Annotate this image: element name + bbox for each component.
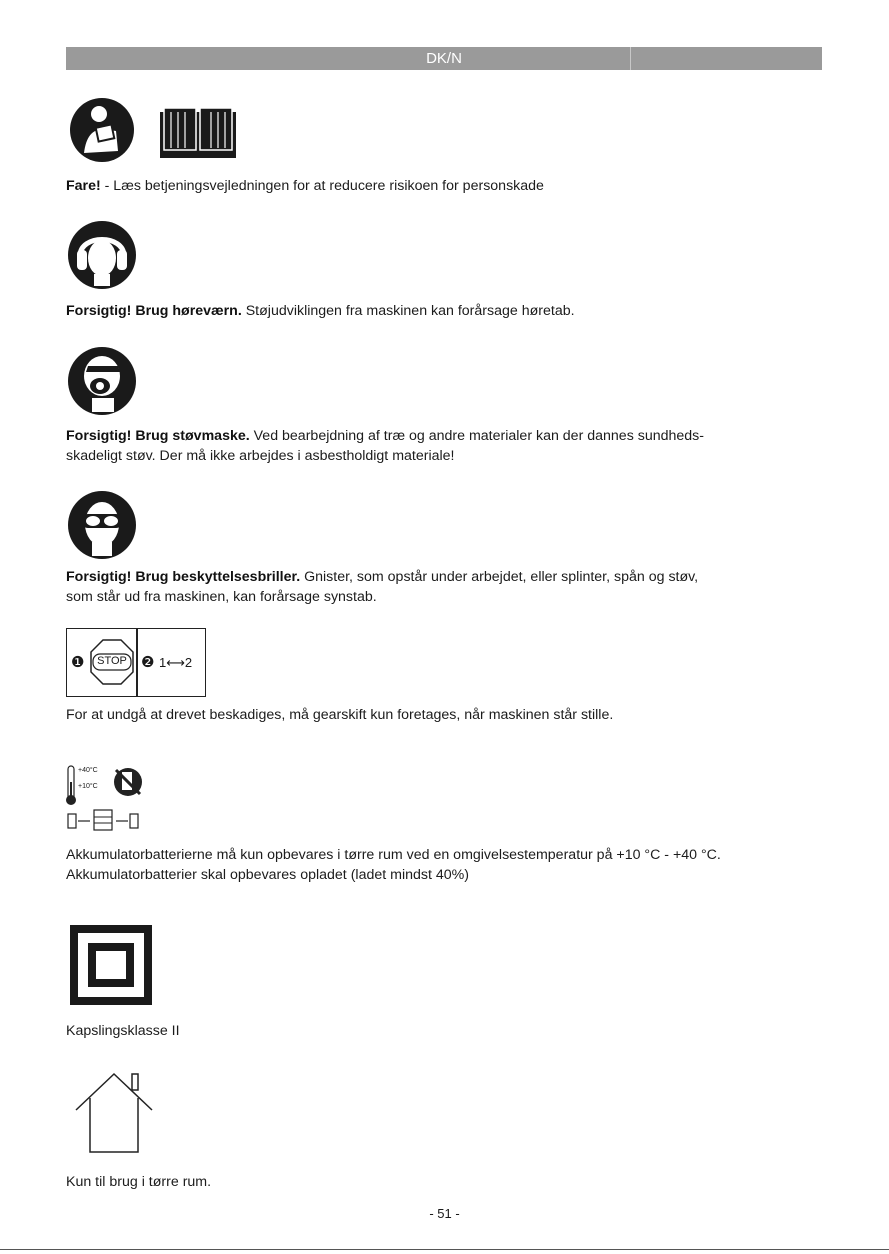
- warning-text: - Læs betjeningsvejledningen for at reducere risikoen for personskade: [100, 178, 544, 194]
- protection-class-note: Kapslingsklasse II: [66, 1023, 180, 1039]
- battery-note-line1: Akkumulatorbatterierne må kun opbevares i tørre rum ved en omgivelsestemperatur på +10 °C - +40 °C.: [66, 847, 721, 863]
- warning-text-line2: skadeligt støv. Der må ikke arbejdes i asbestholdigt materiale!: [66, 448, 455, 464]
- stop-label: STOP: [97, 655, 127, 667]
- hearing-warning: [66, 301, 826, 321]
- indoor-use-note: Kun til brug i tørre rum.: [66, 1174, 212, 1190]
- page-number: - 51 -: [429, 1206, 460, 1221]
- warning-lead: Forsigtig! Brug støvmaske.: [66, 428, 250, 444]
- indoor-house-icon: [74, 1072, 154, 1154]
- dust-mask-warning: [66, 426, 826, 466]
- temp-low-label: +10°C: [78, 783, 98, 790]
- battery-storage-icon: [66, 764, 156, 832]
- warning-text: Støjudviklingen fra maskinen kan forårsage høretab.: [241, 303, 575, 319]
- gear-shift-note: For at undgå at drevet beskadiges, må gearskift kun foretages, når maskinen står stille.: [66, 707, 614, 723]
- read-manual-warning: [66, 176, 826, 196]
- gear-shift-stop-icon: [66, 628, 206, 697]
- page-header-bar: [66, 47, 822, 70]
- step-one-marker: ❶: [71, 654, 85, 671]
- warning-lead: Forsigtig! Brug høreværn.: [66, 303, 242, 319]
- temp-high-label: +40°C: [78, 767, 98, 774]
- stop-box-divider: [136, 629, 138, 696]
- open-book-icon: [160, 108, 236, 158]
- read-manual-person-icon: [66, 97, 138, 163]
- warning-lead: Fare!: [66, 178, 101, 194]
- battery-storage-note: [66, 845, 836, 885]
- battery-note-line2: Akkumulatorbatterier skal opbevares opladet (ladet mindst 40%): [66, 867, 469, 883]
- dust-mask-icon: [66, 346, 138, 416]
- language-label: DK/N: [426, 50, 462, 67]
- goggles-warning: [66, 567, 826, 607]
- safety-goggles-icon: [66, 490, 138, 560]
- gear-shift-label: 1⟷2: [159, 655, 193, 670]
- step-two-marker: ❷: [141, 654, 155, 671]
- header-divider: [630, 47, 631, 70]
- warning-lead: Forsigtig! Brug beskyttelsesbriller.: [66, 569, 301, 585]
- warning-text: Gnister, som opstår under arbejdet, eller splinter, spån og støv,: [300, 569, 699, 585]
- ear-protection-icon: [66, 220, 138, 290]
- warning-text-line2: som står ud fra maskinen, kan forårsage synstab.: [66, 589, 377, 605]
- warning-text: Ved bearbejdning af træ og andre materialer kan der dannes sundheds-: [249, 428, 704, 444]
- double-insulation-icon: [70, 925, 152, 1005]
- bottom-rule: [0, 1249, 889, 1250]
